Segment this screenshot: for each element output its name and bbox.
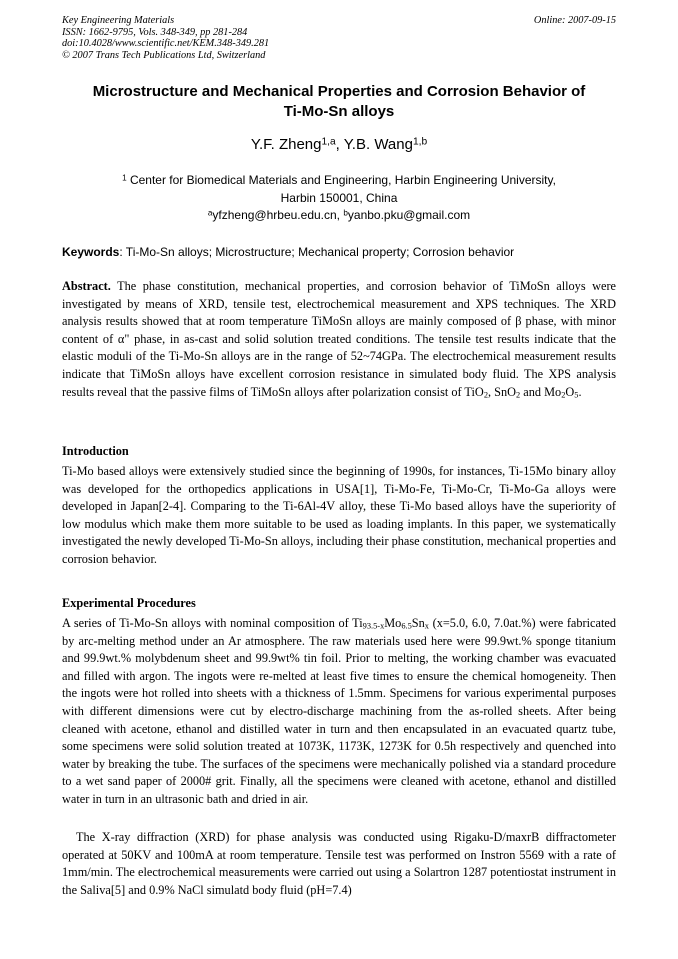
- email-b[interactable]: yanbo.pku@gmail.com: [347, 208, 471, 222]
- author-1: Y.F. Zheng: [250, 136, 322, 153]
- keywords-text: : Ti-Mo-Sn alloys; Microstructure; Mechanical property; Corrosion behavior: [119, 245, 515, 259]
- abstract-text: , SnO: [488, 384, 517, 399]
- affiliation-institution: Center for Biomedical Materials and Engineering, Harbin Engineering University,: [126, 173, 556, 187]
- author-2: Y.B. Wang: [343, 136, 413, 153]
- paragraph-text: A series of Ti-Mo-Sn alloys with nominal composition of Ti: [62, 616, 363, 630]
- abstract-text: O: [565, 384, 575, 399]
- paragraph-text: Mo: [384, 616, 402, 630]
- keywords-label: Keywords: [62, 245, 120, 259]
- introduction-paragraph: Ti-Mo based alloys were extensively studied since the beginning of 1990s, for instances, Ti-15Mo binary alloy was developed for the orthopedics applications in USA[1], Ti-Mo-Fe, Ti-Mo-Cr, Ti-Mo-Ga alloys were developed in Japan[2-4]. Comparing to the Ti-6Al-4V alloy, these Ti-Mo based alloys have the superiority of low modulus which make them more suitable to be used as loading implants. In this paper, we systematically investigated the newly developed Ti-Mo-Sn alloys, including their phase constitution, mechanical properties and corrosion behavior.: [62, 464, 616, 566]
- copyright-line: © 2007 Trans Tech Publications Ltd, Switzerland: [62, 49, 266, 61]
- author-list: [62, 135, 616, 155]
- email-b-mark: b: [343, 208, 348, 218]
- online-date: Online: 2007-09-15: [533, 15, 616, 26]
- experimental-paragraph-2: The X-ray diffraction (XRD) for phase analysis was conducted using Rigaku-D/maxrB diffractometer operated at 50KV and 100mA at room temperature. Tensile test was performed on Instron 5569 with a rate of 1mm/min. The electrochemical measurements were carried out using a Solartron 1287 potentiostat instrument in the Saliva[5] and 0.9% NaCl simulatd body fluid (pH=7.4): [62, 830, 616, 897]
- abstract-text: .: [578, 384, 582, 399]
- author-2-affil-mark: 1,b: [412, 136, 428, 148]
- title-line-1: Microstructure and Mechanical Properties and Corrosion Behavior of: [92, 83, 586, 100]
- abstract-text: and Mo: [520, 384, 562, 399]
- experimental-paragraph-1: [62, 615, 616, 809]
- abstract-text: The phase constitution, mechanical properties, and corrosion behavior of TiMoSn alloys were investigated by means of XRD, tensile test, electrochemical measurement and XPS techniques. The XRD analysis results showed that at room temperature TiMoSn alloys are mainly composed of β phase, with minor content of α" phase, in as-cast and solid solution treated conditions. The tensile test results indicate that the elastic moduli of the Ti-Mo-Sn alloys are in the range of 52~74GPa. The electrochemical measurement results indicate that TiMoSn alloys have excellent corrosion resistance in simulated body fluid. The XPS analysis results reveal that the passive films of TiMoSn alloys after polarization consist of TiO: [62, 279, 616, 399]
- doi-line: doi:10.4028/www.scientific.net/KEM.348-349.281: [62, 38, 270, 49]
- affiliation-line-2: Harbin 150001, China: [280, 190, 398, 205]
- keywords: [62, 244, 616, 260]
- journal-name: Key Engineering Materials: [62, 15, 175, 26]
- issn-line: ISSN: 1662-9795, Vols. 348-349, pp 281-284: [62, 26, 248, 38]
- author-separator: ,: [335, 136, 344, 153]
- affiliation-mark: 1: [122, 173, 127, 183]
- subscript: 2: [516, 390, 521, 400]
- paragraph-text: Sn: [411, 616, 425, 630]
- abstract-label: Abstract.: [62, 279, 111, 293]
- introduction-heading: Introduction: [62, 444, 129, 458]
- email-a[interactable]: yfzheng@hrbeu.edu.cn,: [212, 208, 344, 222]
- author-1-affil-mark: 1,a: [321, 136, 336, 148]
- affiliation-emails: [62, 207, 616, 225]
- subscript: 5: [574, 390, 579, 400]
- affiliation: [62, 172, 616, 225]
- paragraph-text: (x=5.0, 6.0, 7.0at.%) were fabricated by arc-melting method under an Ar atmosphere. The raw materials used here were 99.9wt.% sponge titanium and 99.9wt.% molybdenum sheet and 99.9wt% tin foil. Prior to melting, the working chamber was evacuated and filled with argon. The ingots were re-melted at least five times to ensure the chemical homogeneity. Then the ingots were hot rolled into sheets with a thickness of 1.5mm. Specimens for various experimental purposes with different dimensions were cut by electro-discharge machining from the as-rolled sheets. After being cleaned with acetone, ethanol and distilled water in turn and then encapsulated in an evacuated quartz tube, some specimens were solid solution treated at 1073K, 1173K, 1273K for 0.5h respectively and quenched into water by breaking the tube. The surfaces of the specimens were mechanically polished via a standard procedure to a wet sand paper of 2000# grit. Finally, all the specimens were cleaned with acetone, ethanol and distilled water in turn in an ultrasonic bath and dried in air.: [62, 616, 616, 806]
- subscript: 6.5: [401, 621, 412, 631]
- affiliation-line-1: [62, 172, 616, 190]
- subscript: 93.5-x: [362, 621, 385, 631]
- title-line-2: Ti-Mo-Sn alloys: [283, 103, 395, 120]
- subscript: 2: [483, 390, 488, 400]
- subscript: x: [424, 621, 429, 631]
- abstract-paragraph: [62, 278, 616, 401]
- experimental-heading: Experimental Procedures: [62, 596, 196, 610]
- journal-header: [62, 15, 616, 61]
- paper-title: [62, 82, 616, 122]
- email-a-mark: a: [207, 208, 213, 218]
- subscript: 2: [561, 390, 566, 400]
